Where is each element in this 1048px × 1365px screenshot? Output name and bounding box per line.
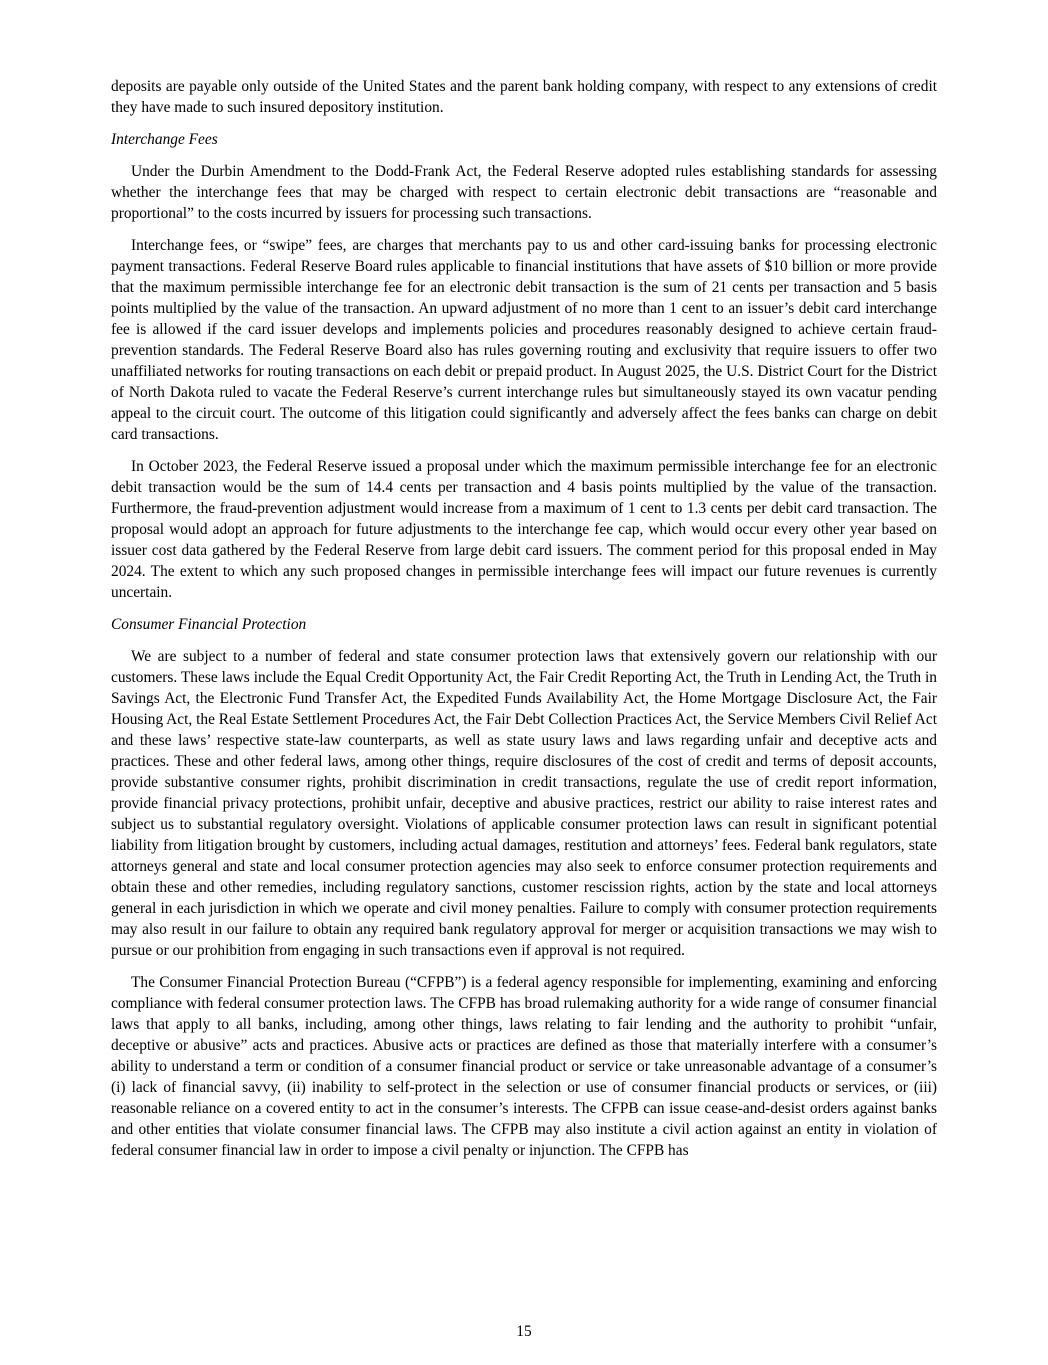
- paragraph-deposits-continuation: deposits are payable only outside of the United States and the parent bank holding company, with respect to any extensions of credit they have made to such insured depository institution.: [111, 78, 937, 116]
- page-number: 15: [516, 1323, 532, 1340]
- section-heading-consumer-financial-protection: Consumer Financial Protection: [111, 616, 307, 633]
- paragraph-swipe-fees: Interchange fees, or “swipe” fees, are charges that merchants pay to us and other card-issuing banks for processing electronic payment transactions. Federal Reserve Board rules applicable to financial institutions that have assets of $10 billion or more provide that the maximum permissible interchange fee for an electronic debit transaction is the sum of 21 cents per transaction and 5 basis points multiplied by the value of the transaction. An upward adjustment of no more than 1 cent to an issuer’s debit card interchange fee is allowed if the card issuer develops and implements policies and procedures reasonably designed to achieve certain fraud-prevention standards. The Federal Reserve Board also has rules governing routing and exclusivity that require issuers to offer two unaffiliated networks for routing transactions on each debit or prepaid product. In August 2025, the U.S. District Court for the District of North Dakota ruled to vacate the Federal Reserve’s current interchange rules but simultaneously stayed its own vacatur pending appeal to the circuit court. The outcome of this litigation could significantly and adversely affect the fees banks can charge on debit card transactions.: [111, 237, 937, 443]
- paragraph-durbin-amendment: Under the Durbin Amendment to the Dodd-Frank Act, the Federal Reserve adopted rules establishing standards for assessing whether the interchange fees that may be charged with respect to certain electronic debit transactions are “reasonable and proportional” to the costs incurred by issuers for processing such transactions.: [111, 163, 937, 222]
- paragraph-cfpb: The Consumer Financial Protection Bureau (“CFPB”) is a federal agency responsible for implementing, examining and enforcing compliance with federal consumer protection laws. The CFPB has broad rulemaking authority for a wide range of consumer financial laws that apply to all banks, including, among other things, laws relating to fair lending and the authority to prohibit “unfair, deceptive or abusive” acts and practices. Abusive acts or practices are defined as those that materially interfere with a consumer’s ability to understand a term or condition of a consumer financial product or service or take unreasonable advantage of a consumer’s (i) lack of financial savvy, (ii) inability to self-protect in the selection or use of consumer financial products or services, or (iii) reasonable reliance on a covered entity to act in the consumer’s interests. The CFPB can issue cease-and-desist orders against banks and other entities that violate consumer financial laws. The CFPB may also institute a civil action against an entity in violation of federal consumer financial law in order to impose a civil penalty or injunction. The CFPB has: [111, 974, 937, 1159]
- paragraph-october-2023-proposal: In October 2023, the Federal Reserve issued a proposal under which the maximum permissible interchange fee for an electronic debit transaction would be the sum of 14.4 cents per transaction and 4 basis points multiplied by the value of the transaction. Furthermore, the fraud-prevention adjustment would increase from a maximum of 1 cent to 1.3 cents per debit card transaction. The proposal would adopt an approach for future adjustments to the interchange fee cap, which would occur every other year based on issuer cost data gathered by the Federal Reserve from large debit card issuers. The comment period for this proposal ended in May 2024. The extent to which any such proposed changes in permissible interchange fees will impact our future revenues is currently uncertain.: [111, 458, 937, 601]
- section-heading-interchange-fees: Interchange Fees: [111, 131, 218, 148]
- paragraph-consumer-protection-laws: We are subject to a number of federal and state consumer protection laws that extensively govern our relationship with our customers. These laws include the Equal Credit Opportunity Act, the Fair Credit Reporting Act, the Truth in Lending Act, the Truth in Savings Act, the Electronic Fund Transfer Act, the Expedited Funds Availability Act, the Home Mortgage Disclosure Act, the Fair Housing Act, the Real Estate Settlement Procedures Act, the Fair Debt Collection Practices Act, the Service Members Civil Relief Act and these laws’ respective state-law counterparts, as well as state usury laws and laws regarding unfair and deceptive acts and practices. These and other federal laws, among other things, require disclosures of the cost of credit and terms of deposit accounts, provide substantive consumer rights, prohibit discrimination in credit transactions, regulate the use of credit report information, provide financial privacy protections, prohibit unfair, deceptive and abusive practices, restrict our ability to raise interest rates and subject us to substantial regulatory oversight. Violations of applicable consumer protection laws can result in significant potential liability from litigation brought by customers, including actual damages, restitution and attorneys’ fees. Federal bank regulators, state attorneys general and state and local consumer protection agencies may also seek to enforce consumer protection requirements and obtain these and other remedies, including regulatory sanctions, customer rescission rights, action by the state and local attorneys general in each jurisdiction in which we operate and civil money penalties. Failure to comply with consumer protection requirements may also result in our failure to obtain any required bank regulatory approval for merger or acquisition transactions we may wish to pursue or our prohibition from engaging in such transactions even if approval is not required.: [111, 648, 937, 959]
- document-body: [111, 76, 937, 1172]
